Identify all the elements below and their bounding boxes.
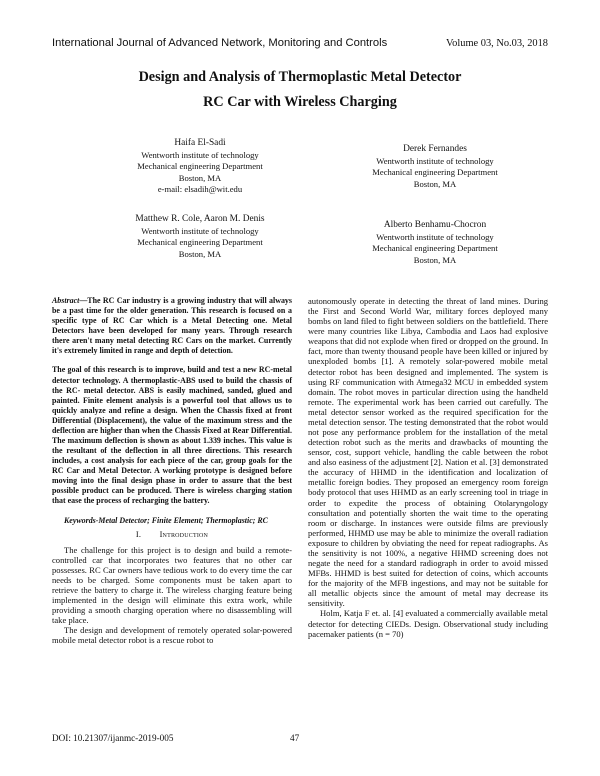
author-block-3 (100, 213, 300, 260)
abstract-paragraph (52, 296, 292, 356)
author-block-1 (120, 137, 280, 195)
keywords-text: Metal Detector; Finite Element; Thermoplastic; RC (98, 515, 268, 525)
section-number: I. (135, 529, 142, 539)
keywords (52, 516, 292, 526)
author-affiliation: Wentworth institute of technology (376, 156, 494, 166)
left-column (52, 296, 292, 646)
right-column (308, 296, 548, 639)
body-paragraph-1: autonomously operate in detecting the threat of land mines. During the First and Second World War, military forces deployed many bombs on land filed to fight between soldiers on the battlefield. There were many countries like Libya, Cambodia and Laos had explosive weapons that did not explode when fired or dropped on the ground. In fact, more than twenty thousand people have been killed or injured by unexploded bombs [1]. A remotely solar-powered mobile metal detector robot has been designed and implemented. The system is using RF communication with Atmega32 MCU in embedded system domain. The robot moves in particular direction using the handheld remote. The experimental work has been carried out carefully. The metal detector sensor worked as the required specification for the metal detection sensor. The testing demonstrated that the robot would not pose any performance problem for the installation of the metal detection robot such as the merits and drawbacks of mounting the sensor, cost, support vehicle, handling the cable between the robot and also easiness of the adjustment [2]. Nation et al. [3] demonstrated the accuracy of HHMD in the identification and localization of metallic foreign bodies. They proposed an emergency room foreign body protocol that uses HHMD as an early screening tool in triage in order to expedite the process of obtaining Otolaryngology consultation and potentially shorten the wait time to the operating room or discharge. In instances were outside films are previously performed, HHMD use may be able to minimize the overall radiation exposure to children by obviating the need for repeat radiographs. As the sensitivity is not 100%, a negative HHMD screening does not negate the need for a standard radiograph in order to avoid missed MFBs. HHMD is best suited for detection of coins, which accounts for the majority of the MFB ingestions, and may not be suitable for all metallic objects since the amount of metal may decrease its sensitivity. (308, 296, 548, 609)
abstract-label: Abstract (52, 296, 80, 305)
intro-paragraph-1: The challenge for this project is to design and build a remote-controlled car that incorporates two features that no other car possesses. RC Car owners have tedious work to do every time the car needs to be charged. Some components must be taken apart to retrieve the battery to charge it. The wireless charging feature being implemented in the design will eliminate this extra work, while providing a smooth charging operation where no disassembling will take place. (52, 544, 292, 626)
body-paragraph-2: Holm, Katja F et. al. [4] evaluated a commercially available metal detector for detecting CIEDs. Design. Observational study including pacemaker patients (n = 70) (308, 608, 548, 639)
author-department: Mechanical engineering Department (137, 161, 263, 172)
author-department: Mechanical engineering Department (137, 237, 263, 248)
author-location: Boston, MA (413, 178, 457, 189)
author-name: Matthew R. Cole, Aaron M. Denis (135, 214, 265, 224)
author-name: Haifa El-Sadi (174, 138, 226, 148)
author-affiliation: Wentworth institute of technology (141, 150, 259, 160)
page-number: 47 (290, 733, 300, 743)
author-location: Boston, MA (413, 254, 457, 265)
author-location: Boston, MA (178, 248, 222, 259)
abstract-dash: — (79, 296, 88, 305)
author-name: Alberto Benhamu-Chocron (383, 220, 487, 230)
footer-doi: DOI: 10.21307/ijanmc-2019-005 (52, 733, 174, 743)
section-title: Introduction (159, 529, 209, 539)
abstract-text-2: The goal of this research is to improve, build and test a new RC-metal detector technology. A thermoplastic-ABS used to build the chassis of the RC- metal detector. ABS is easily machined, sanded, glued and painted. Finite element analysis is a powerful tool that allows us to quickly analyze and refine a design. When the Chassis fixed at front Differential (Displacement), the value of the maximum stress and the deflection are higher than when the Chassis Fixed at Rear Differential. The maximum deflection is shown as about 1.339 inches. This value is the resultant of the deflection in all three directions. This research includes, a cost analysis for each piece of the car, group goals for the RC Car and Metal Detector. A working prototype is designed before moving into the final design phase in order to assure that the best possible product can be produced. There is wireless charging station that ease the process of recharging the battery. (52, 365, 292, 506)
author-department: Mechanical engineering Department (372, 243, 498, 254)
journal-name: International Journal of Advanced Network, Monitoring and Controls (52, 37, 388, 49)
keywords-label: Keywords- (64, 515, 99, 525)
abstract-text-1: The RC Car industry is a growing industry that will always be a past time for the older generation. This research is focused on a specific type of RC Car which is a Metal Detecting one. Metal Detectors have been developed for many years. Through research there aren't many metal detecting RC Cars on the market. Currently it's extremely limited in range and depth of detection. (52, 296, 292, 356)
paper-title-line-2: RC Car with Wireless Charging (203, 94, 397, 110)
section-heading-introduction (52, 530, 292, 540)
author-department: Mechanical engineering Department (372, 167, 498, 178)
intro-paragraph-2: The design and development of remotely operated solar-powered mobile metal detector robot is a rescue robot to (52, 625, 292, 646)
author-name: Derek Fernandes (403, 144, 467, 154)
author-affiliation: Wentworth institute of technology (376, 232, 494, 242)
volume-info: Volume 03, No.03, 2018 (446, 38, 548, 49)
author-block-4 (345, 219, 525, 266)
author-block-2 (355, 143, 515, 190)
author-affiliation: Wentworth institute of technology (141, 226, 259, 236)
author-email: e-mail: elsadih@wit.edu (157, 183, 243, 194)
author-location: Boston, MA (178, 172, 222, 183)
paper-title-line-1: Design and Analysis of Thermoplastic Metal Detector (138, 69, 462, 85)
